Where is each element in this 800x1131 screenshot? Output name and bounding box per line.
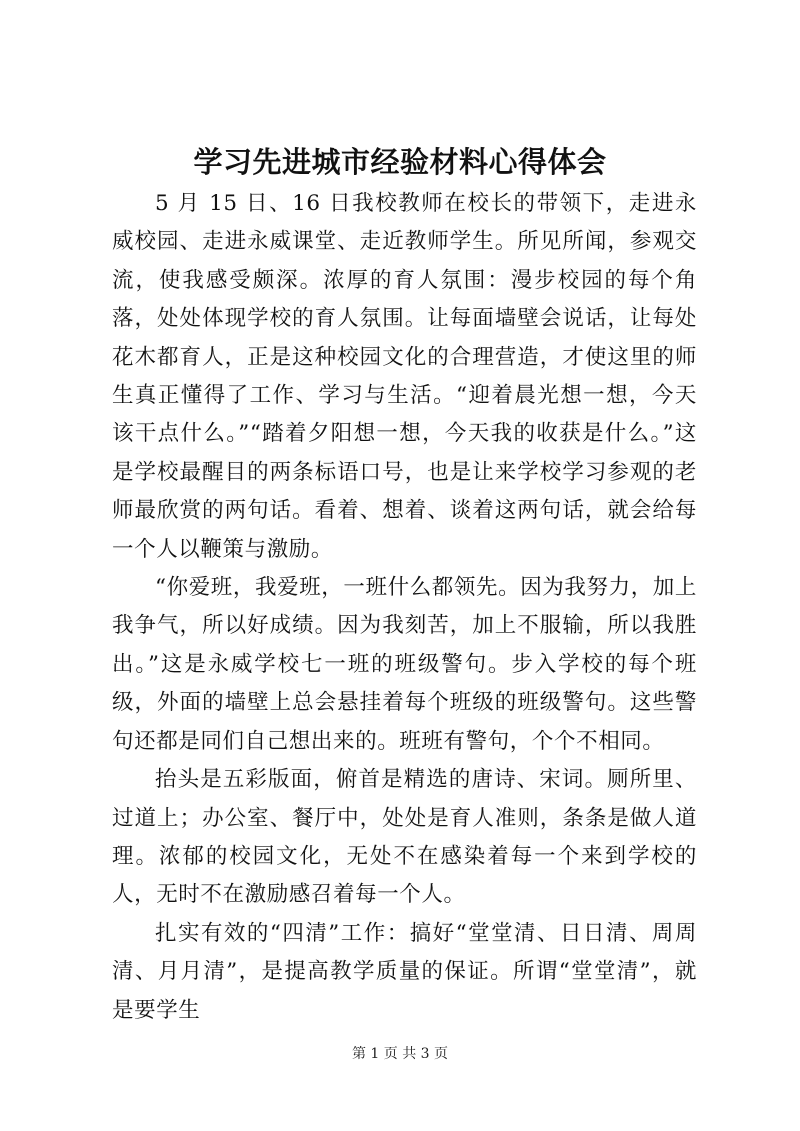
document-body	[112, 185, 697, 1030]
document-title: 学习先进城市经验材料心得体会	[193, 145, 607, 179]
paragraph-1: 5 月 15 日、16 日我校教师在校长的带领下，走进永威校园、走进永威课堂、走近教师学生。所见所闻，参观交流，使我感受颇深。浓厚的育人氛围：漫步校园的每个角落，处处体现学校的育人氛围。让每面墙壁会说话，让每处花木都育人，正是这种校园文化的合理营造，才使这里的师生真正懂得了工作、学习与生活。“迎着晨光想一想，今天该干点什么。”“踏着夕阳想一想，今天我的收获是什么。”这是学校最醒目的两条标语口号，也是让来学校学习参观的老师最欣赏的两句话。看着、想着、谈着这两句话，就会给每一个人以鞭策与激励。	[112, 191, 697, 562]
page-footer	[0, 1044, 800, 1064]
paragraph-3: 抬头是五彩版面，俯首是精选的唐诗、宋词。厕所里、过道上；办公室、餐厅中，处处是育人准则，条条是做人道理。浓郁的校园文化，无处不在感染着每一个来到学校的人，无时不在激励感召着每一个人。	[112, 767, 697, 908]
paragraph-2: “你爱班，我爱班，一班什么都领先。因为我努力，加上我争气，所以好成绩。因为我刻苦，加上不服输，所以我胜出。”这是永威学校七一班的班级警句。步入学校的每个班级，外面的墙壁上总会悬挂着每个班级的班级警句。这些警句还都是同们自己想出来的。班班有警句，个个不相同。	[112, 575, 697, 754]
page-indicator: 第 1 页 共 3 页	[351, 1046, 449, 1062]
paragraph-4: 扎实有效的“四清”工作：搞好“堂堂清、日日清、周周清、月月清”，是提高教学质量的保证。所谓“堂堂清”，就是要学生	[112, 920, 697, 1023]
